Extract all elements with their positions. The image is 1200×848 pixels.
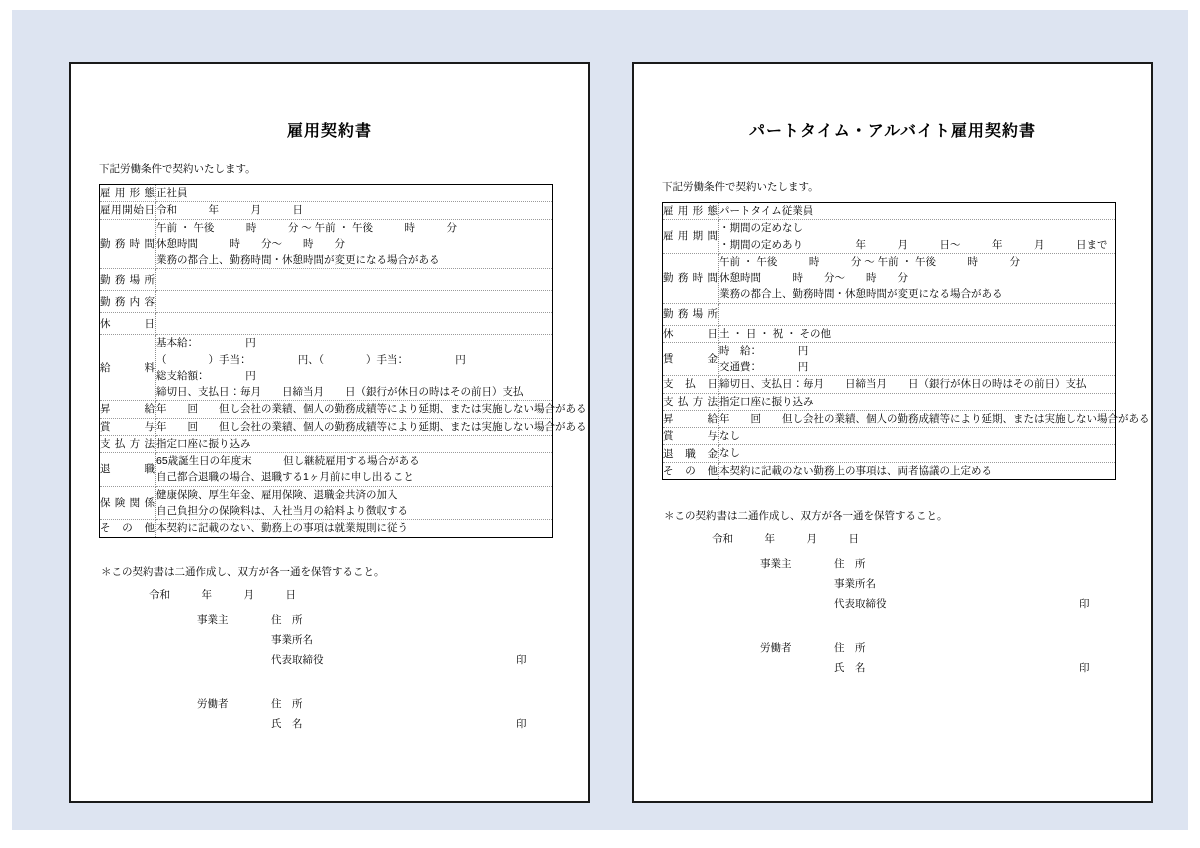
lead-text: 下記労働条件で契約いたします。	[662, 181, 819, 193]
row-label-cell	[663, 410, 719, 427]
signature-row	[664, 660, 1151, 680]
lead-text: 下記労働条件で契約いたします。	[99, 163, 256, 175]
row-label-cell	[100, 401, 156, 418]
page-title: 雇用契約書	[286, 123, 372, 140]
signature-field-label: 住 所	[271, 697, 303, 710]
row-label: その他	[100, 522, 155, 535]
page-full-time-contract	[69, 62, 590, 803]
row-value-cell	[156, 453, 553, 487]
table-row	[663, 445, 1116, 462]
row-label: 勤務場所	[100, 273, 155, 286]
row-label-cell	[100, 335, 156, 401]
spacer	[101, 672, 588, 686]
row-value-line: 交通費： 円	[719, 361, 809, 374]
row-value-line: パートタイム従業員	[719, 205, 814, 217]
row-label: 支払方法	[663, 395, 718, 408]
row-label: 雇用開始日	[100, 204, 155, 217]
row-label: その他	[663, 464, 718, 477]
row-label-cell	[100, 453, 156, 487]
row-label: 保険関係	[100, 496, 155, 509]
row-value-line: 午前 ・ 午後 時 分 ～ 午前 ・ 午後 時 分	[156, 221, 458, 234]
employer-party	[664, 556, 1151, 616]
row-label-cell	[100, 202, 156, 219]
row-value-line: 業務の都合上、勤務時間・休憩時間が変更になる場合がある	[156, 254, 440, 267]
signature-field-label: 事業所名	[834, 577, 876, 590]
table-row	[663, 462, 1116, 479]
row-value-cell	[719, 462, 1116, 479]
table-row	[100, 313, 553, 335]
row-value-line: ・期間の定めあり 年 月 日～ 年 月 日まで	[719, 238, 1108, 251]
row-label-cell	[100, 418, 156, 435]
seal-mark: 印	[1079, 597, 1090, 610]
row-label-cell	[100, 269, 156, 291]
row-label-cell	[663, 393, 719, 410]
table-row	[663, 410, 1116, 427]
row-label: 勤務時間	[663, 272, 718, 285]
row-label: 雇用形態	[100, 187, 155, 200]
signature-field-label: 住 所	[271, 613, 303, 626]
spacer	[664, 616, 1151, 630]
row-value-line: 年 回 但し会社の業績、個人の勤務成績等により延期、または実施しない場合がある	[156, 420, 587, 433]
row-label-cell	[100, 435, 156, 452]
signature-row	[101, 696, 588, 716]
row-label: 雇用期間	[663, 230, 718, 243]
row-value-cell	[719, 303, 1116, 325]
row-value-line	[156, 272, 552, 288]
seal-mark: 印	[516, 653, 527, 666]
row-value-line: 自己都合退職の場合、退職する1ヶ月前に申し出ること	[156, 471, 414, 484]
row-label: 休日	[663, 327, 718, 340]
employee-party	[664, 640, 1151, 680]
row-value-cell	[156, 401, 587, 418]
employer-party	[101, 612, 588, 672]
row-label: 雇用形態	[663, 205, 718, 218]
row-label-cell	[100, 185, 156, 202]
signature-row	[101, 652, 588, 672]
document-canvas	[12, 10, 1188, 830]
row-value-line: 指定口座に振り込み	[156, 437, 251, 450]
table-row	[663, 253, 1116, 303]
row-label: 昇給	[663, 412, 718, 425]
row-value-cell	[719, 342, 1116, 376]
row-label-cell	[663, 462, 719, 479]
row-label-cell	[100, 486, 156, 520]
row-label: 支払方法	[100, 437, 155, 450]
signature-date: 令和 年 月 日	[712, 532, 859, 545]
signature-note: ＊この契約書は二通作成し、双方が各一通を保管すること。	[664, 509, 948, 522]
signature-field-label: 代表取締役	[834, 597, 887, 610]
row-value-cell	[719, 410, 1150, 427]
table-row	[100, 269, 553, 291]
row-label-cell	[100, 313, 156, 335]
row-value-cell	[156, 313, 553, 335]
table-row	[663, 325, 1116, 342]
signature-field-label: 氏 名	[834, 661, 866, 674]
row-label-cell	[100, 520, 156, 537]
table-row	[663, 393, 1116, 410]
table-row	[100, 453, 553, 487]
row-label-cell	[663, 376, 719, 393]
row-value-line: 休憩時間 時 分～ 時 分	[719, 272, 908, 285]
table-row	[100, 435, 553, 452]
signature-row	[101, 716, 588, 736]
row-value-line: なし	[719, 447, 740, 460]
row-label-cell	[100, 219, 156, 269]
row-value-line: 締切日、支払日：毎月 日締当月 日（銀行が休日の時はその前日）支払	[719, 378, 1087, 391]
row-value-line: 自己負担分の保険料は、入社当月の給料より徴収する	[156, 504, 408, 517]
table-row	[100, 401, 553, 418]
signature-field-label: 代表取締役	[271, 653, 324, 666]
row-label-cell	[100, 291, 156, 313]
row-value-line: 65歳誕生日の年度末 但し継続雇用する場合がある	[156, 455, 420, 468]
signature-field-label: 氏 名	[271, 717, 303, 730]
signature-block	[664, 508, 1151, 680]
row-value-cell	[719, 325, 1116, 342]
signature-row	[664, 640, 1151, 660]
row-value-cell	[719, 428, 1116, 445]
row-label: 支払日	[663, 378, 718, 391]
row-value-line: 締切日、支払日：毎月 日締当月 日（銀行が休日の時はその前日）支払	[156, 386, 524, 399]
row-label: 賃金	[663, 353, 718, 366]
row-label: 勤務場所	[663, 308, 718, 320]
row-value-line: （ ）手当： 円、（ ）手当： 円	[156, 353, 466, 366]
row-label-cell	[663, 220, 719, 254]
row-value-line: 令和 年 月 日	[156, 204, 303, 217]
row-value-cell	[156, 418, 587, 435]
row-value-line: 午前 ・ 午後 時 分 ～ 午前 ・ 午後 時 分	[719, 255, 1021, 268]
signature-date: 令和 年 月 日	[149, 588, 296, 601]
row-value-cell	[156, 520, 553, 537]
row-label-cell	[663, 203, 719, 220]
row-label: 退職	[100, 463, 155, 476]
row-value-line	[719, 306, 1115, 322]
row-value-cell	[156, 219, 553, 269]
row-value-line: 基本給： 円	[156, 337, 256, 350]
employee-party	[101, 696, 588, 736]
table-row	[663, 342, 1116, 376]
row-value-line: 時 給： 円	[719, 344, 809, 357]
table-row	[100, 185, 553, 202]
row-label-cell	[663, 253, 719, 303]
row-label: 勤務内容	[100, 295, 155, 308]
row-value-cell	[719, 253, 1116, 303]
table-row	[663, 220, 1116, 254]
row-label: 退職金	[663, 447, 718, 460]
signature-row	[101, 612, 588, 632]
row-value-cell	[156, 435, 553, 452]
row-value-line: 正社員	[156, 187, 188, 199]
row-value-line: 休憩時間 時 分～ 時 分	[156, 237, 345, 250]
row-value-line: 指定口座に振り込み	[719, 395, 814, 408]
row-label-cell	[663, 428, 719, 445]
signature-field-label: 住 所	[834, 557, 866, 570]
signature-row	[101, 632, 588, 652]
table-row	[100, 520, 553, 537]
table-row	[663, 376, 1116, 393]
table-row	[663, 203, 1116, 220]
row-label-cell	[663, 303, 719, 325]
row-value-cell	[156, 202, 553, 219]
party-label: 労働者	[197, 697, 229, 710]
signature-field-label: 住 所	[834, 641, 866, 654]
signature-field-label: 事業所名	[271, 633, 313, 646]
table-row	[100, 202, 553, 219]
signature-row	[664, 596, 1151, 616]
row-value-line	[156, 316, 552, 332]
row-label: 賞与	[100, 420, 155, 433]
contract-table-body	[663, 203, 1150, 480]
contract-table	[662, 202, 1150, 480]
row-label: 賞与	[663, 430, 718, 443]
row-value-cell	[719, 393, 1116, 410]
row-value-line: ・期間の定めなし	[719, 222, 803, 235]
signature-row	[664, 556, 1151, 576]
contract-table	[99, 184, 587, 538]
row-value-line: 年 回 但し会社の業績、個人の勤務成績等により延期、または実施しない場合がある	[719, 412, 1150, 425]
table-row	[663, 303, 1116, 325]
table-row	[100, 219, 553, 269]
seal-mark: 印	[516, 717, 527, 730]
row-value-cell	[719, 220, 1116, 254]
row-value-cell	[719, 203, 1116, 220]
row-value-line	[156, 294, 552, 310]
row-value-cell	[156, 269, 553, 291]
page-part-time-contract	[632, 62, 1153, 803]
row-value-line: 本契約に記載のない勤務上の事項は、両者協議の上定める	[719, 464, 992, 477]
row-label: 休日	[100, 317, 155, 330]
row-value-line: 業務の都合上、勤務時間・休憩時間が変更になる場合がある	[719, 288, 1003, 301]
contract-table-body	[100, 185, 587, 538]
row-value-cell	[719, 376, 1116, 393]
row-label: 給料	[100, 361, 155, 374]
row-value-cell	[719, 445, 1116, 462]
signature-note: ＊この契約書は二通作成し、双方が各一通を保管すること。	[101, 565, 385, 578]
row-label-cell	[663, 325, 719, 342]
party-label: 事業主	[197, 613, 229, 626]
seal-mark: 印	[1079, 661, 1090, 674]
row-value-line: 総支給額： 円	[156, 369, 256, 382]
row-value-line: なし	[719, 430, 740, 443]
row-value-line: 土 ・ 日 ・ 祝 ・ その他	[719, 327, 832, 340]
row-label-cell	[663, 445, 719, 462]
party-label: 事業主	[760, 557, 792, 570]
row-value-line: 本契約に記載のない、勤務上の事項は就業規則に従う	[156, 522, 408, 535]
table-row	[100, 486, 553, 520]
signature-row	[664, 576, 1151, 596]
row-value-line: 年 回 但し会社の業績、個人の勤務成績等により延期、または実施しない場合がある	[156, 403, 587, 416]
row-value-cell	[156, 291, 553, 313]
row-value-cell	[156, 185, 553, 202]
row-value-line: 健康保険、厚生年金、雇用保険、退職金共済の加入	[156, 488, 398, 501]
row-label: 昇給	[100, 403, 155, 416]
table-row	[100, 418, 553, 435]
table-row	[100, 335, 553, 401]
row-label-cell	[663, 342, 719, 376]
row-value-cell	[156, 335, 553, 401]
table-row	[100, 291, 553, 313]
row-value-cell	[156, 486, 553, 520]
table-row	[663, 428, 1116, 445]
row-label: 勤務時間	[100, 237, 155, 250]
signature-block	[101, 564, 588, 736]
party-label: 労働者	[760, 641, 792, 654]
page-title: パートタイム・アルバイト雇用契約書	[749, 123, 1036, 140]
